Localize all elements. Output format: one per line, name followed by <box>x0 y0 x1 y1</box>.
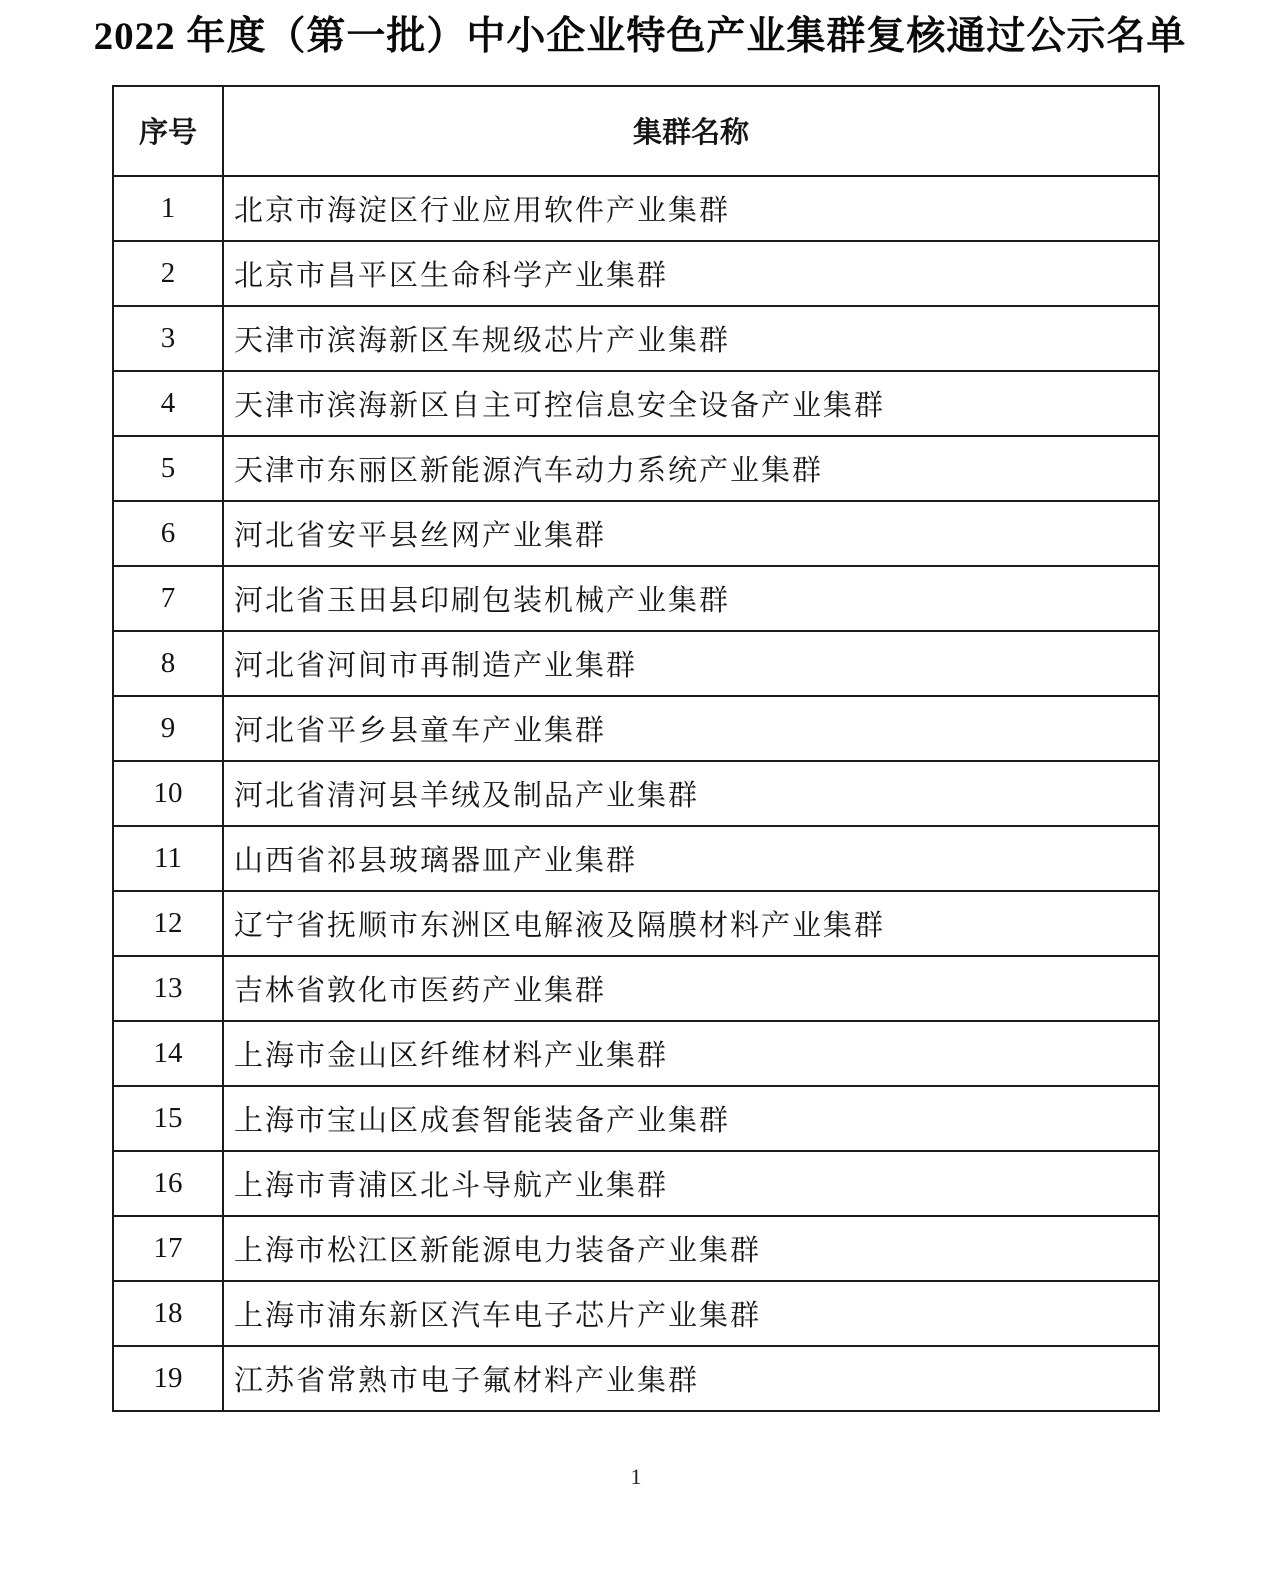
serial-cell: 3 <box>113 306 223 371</box>
cluster-name-cell: 天津市滨海新区车规级芯片产业集群 <box>223 306 1159 371</box>
table-row <box>113 176 1159 241</box>
serial-cell: 12 <box>113 891 223 956</box>
cluster-name-cell: 北京市昌平区生命科学产业集群 <box>223 241 1159 306</box>
serial-cell: 15 <box>113 1086 223 1151</box>
table-row <box>113 371 1159 436</box>
table-row <box>113 1151 1159 1216</box>
cluster-name-cell: 河北省平乡县童车产业集群 <box>223 696 1159 761</box>
table-row <box>113 306 1159 371</box>
serial-cell: 17 <box>113 1216 223 1281</box>
serial-cell: 6 <box>113 501 223 566</box>
serial-cell: 8 <box>113 631 223 696</box>
table-row <box>113 826 1159 891</box>
table-row <box>113 696 1159 761</box>
cluster-name-cell: 上海市松江区新能源电力装备产业集群 <box>223 1216 1159 1281</box>
serial-cell: 7 <box>113 566 223 631</box>
document-title: 2022 年度（第一批）中小企业特色产业集群复核通过公示名单 <box>93 15 1187 58</box>
cluster-name-cell: 河北省清河县羊绒及制品产业集群 <box>223 761 1159 826</box>
serial-cell: 1 <box>113 176 223 241</box>
cluster-name-cell: 天津市滨海新区自主可控信息安全设备产业集群 <box>223 371 1159 436</box>
cluster-name-cell: 上海市宝山区成套智能装备产业集群 <box>223 1086 1159 1151</box>
column-header-cluster-name: 集群名称 <box>223 86 1159 176</box>
serial-cell: 18 <box>113 1281 223 1346</box>
serial-cell: 19 <box>113 1346 223 1411</box>
cluster-name-cell: 河北省玉田县印刷包装机械产业集群 <box>223 566 1159 631</box>
page-number: 1 <box>630 1463 642 1489</box>
cluster-name-cell: 天津市东丽区新能源汽车动力系统产业集群 <box>223 436 1159 501</box>
cluster-name-cell: 上海市青浦区北斗导航产业集群 <box>223 1151 1159 1216</box>
cluster-name-cell: 北京市海淀区行业应用软件产业集群 <box>223 176 1159 241</box>
cluster-name-cell: 上海市浦东新区汽车电子芯片产业集群 <box>223 1281 1159 1346</box>
serial-cell: 16 <box>113 1151 223 1216</box>
cluster-table <box>112 85 1160 1412</box>
table-row <box>113 436 1159 501</box>
serial-cell: 2 <box>113 241 223 306</box>
cluster-name-cell: 吉林省敦化市医药产业集群 <box>223 956 1159 1021</box>
table-row <box>113 1086 1159 1151</box>
serial-cell: 11 <box>113 826 223 891</box>
table-row <box>113 241 1159 306</box>
table-row <box>113 566 1159 631</box>
table-row <box>113 1216 1159 1281</box>
table-header-row <box>113 86 1159 176</box>
cluster-name-cell: 江苏省常熟市电子氟材料产业集群 <box>223 1346 1159 1411</box>
table-row <box>113 1021 1159 1086</box>
cluster-name-cell: 山西省祁县玻璃器皿产业集群 <box>223 826 1159 891</box>
table-row <box>113 631 1159 696</box>
serial-cell: 4 <box>113 371 223 436</box>
cluster-name-cell: 河北省安平县丝网产业集群 <box>223 501 1159 566</box>
serial-cell: 5 <box>113 436 223 501</box>
column-header-serial: 序号 <box>113 86 223 176</box>
cluster-name-cell: 上海市金山区纤维材料产业集群 <box>223 1021 1159 1086</box>
table-row <box>113 501 1159 566</box>
table-row <box>113 761 1159 826</box>
table-row <box>113 1281 1159 1346</box>
serial-cell: 10 <box>113 761 223 826</box>
serial-cell: 13 <box>113 956 223 1021</box>
serial-cell: 9 <box>113 696 223 761</box>
table-row <box>113 891 1159 956</box>
serial-cell: 14 <box>113 1021 223 1086</box>
cluster-name-cell: 辽宁省抚顺市东洲区电解液及隔膜材料产业集群 <box>223 891 1159 956</box>
table-row <box>113 1346 1159 1411</box>
cluster-name-cell: 河北省河间市再制造产业集群 <box>223 631 1159 696</box>
table-row <box>113 956 1159 1021</box>
